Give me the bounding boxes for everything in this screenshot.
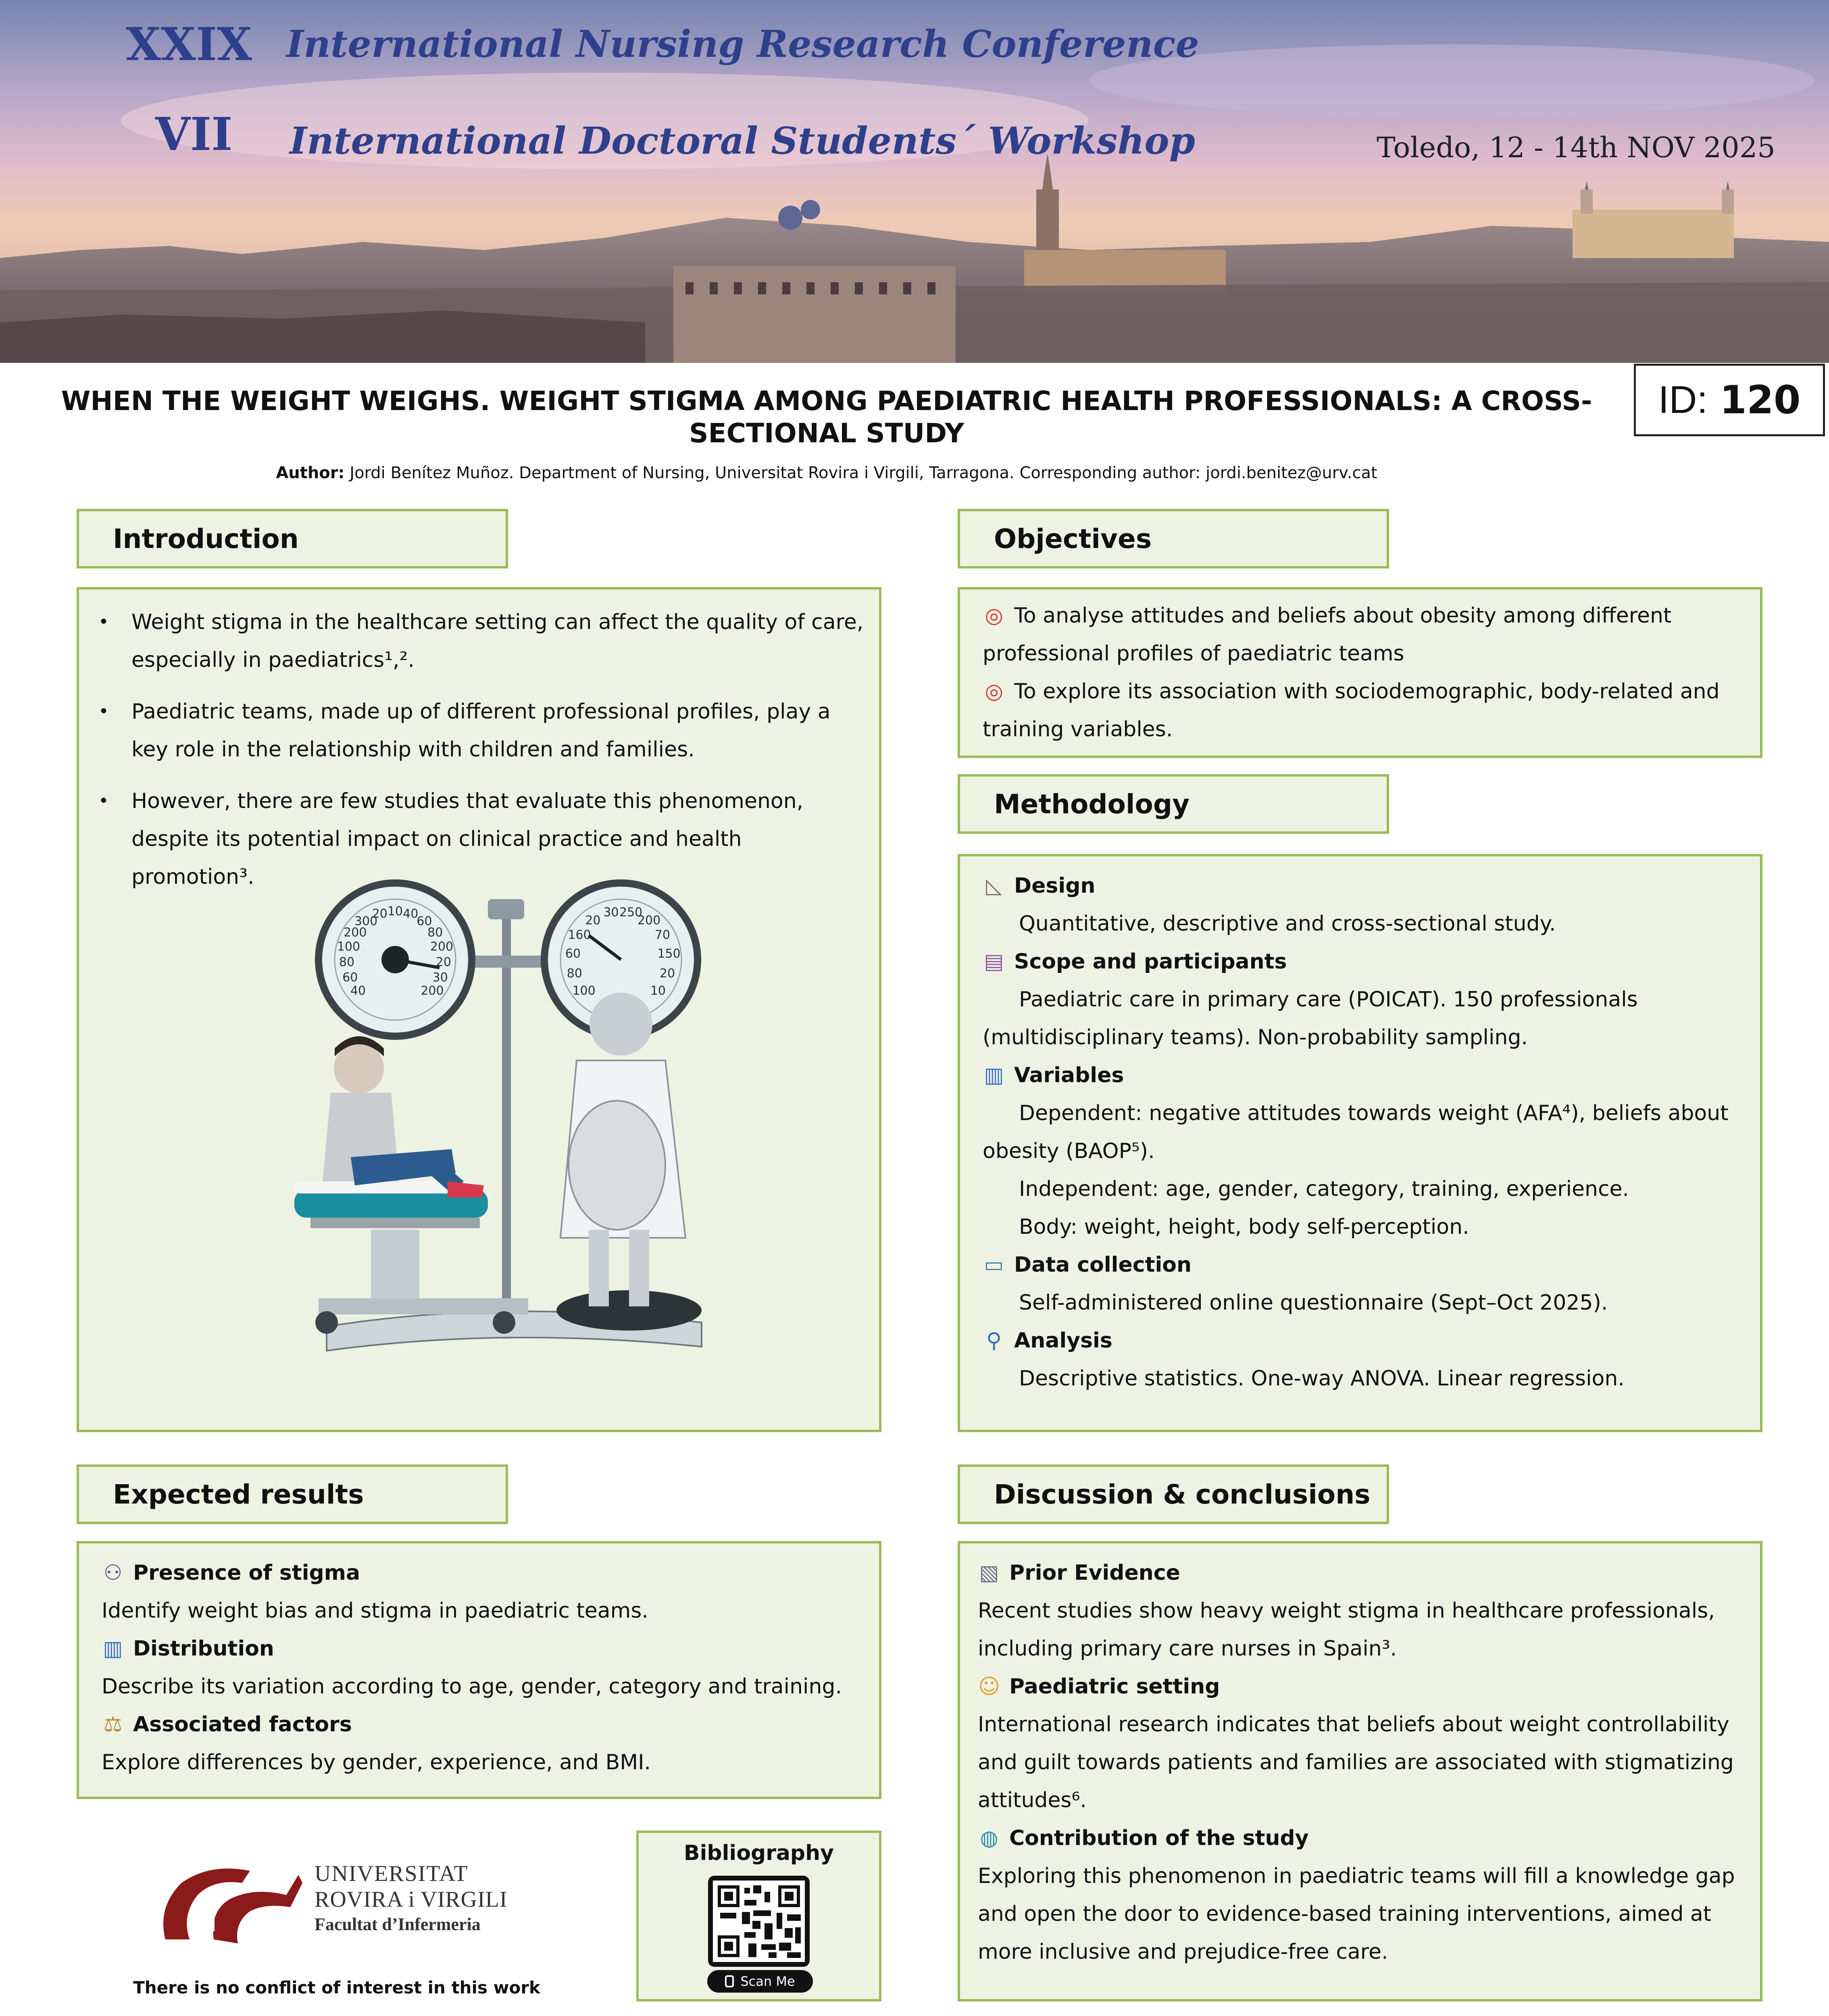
child-icon: ☺ bbox=[978, 1674, 1000, 1699]
right-dial-tick-label: 80 bbox=[567, 966, 582, 981]
phone-icon bbox=[725, 1975, 734, 1987]
variables-body: Body: weight, height, body self-perception. bbox=[1019, 1215, 1469, 1239]
poster-title: WHEN THE WEIGHT WEIGHS. WEIGHT STIGMA AMONG PAEDIATRIC HEALTH PROFESSIONALS: A CROSS-SECTIONAL STUDY bbox=[61, 385, 1592, 449]
university-logo-text bbox=[315, 1861, 508, 1935]
left-dial-tick-label: 100 bbox=[337, 939, 360, 954]
author-label: Author: bbox=[276, 464, 345, 482]
distribution-text: Describe its variation according to age, gender, category and training. bbox=[102, 1674, 842, 1699]
target-icon: ◎ bbox=[985, 679, 1003, 704]
left-dial-tick-label: 300 bbox=[354, 914, 378, 929]
workshop-name: International Doctoral Students´ Workshop bbox=[290, 119, 1195, 162]
left-dial-tick-label: 200 bbox=[430, 939, 454, 954]
design-title: ◺ Design bbox=[983, 867, 1744, 905]
conference-date-location: Toledo, 12 - 14th NOV 2025 bbox=[1377, 131, 1775, 164]
distribution-title: ▥ Distribution bbox=[102, 1630, 863, 1668]
conference-banner bbox=[0, 0, 1829, 363]
left-dial-tick-label: 40 bbox=[350, 984, 366, 998]
conference-name: International Nursing Research Conference bbox=[286, 22, 1200, 66]
expected-results-heading-text: Expected results bbox=[113, 1479, 364, 1510]
scan-me-badge bbox=[707, 1970, 813, 1993]
prior-evidence-title: ▧ Prior Evidence bbox=[978, 1554, 1744, 1592]
left-dial-tick-label: 60 bbox=[417, 914, 432, 929]
university-logo-mark bbox=[153, 1859, 306, 1951]
logo-line-3: Facultat d’Infermeria bbox=[315, 1914, 481, 1934]
left-dial-tick-label: 80 bbox=[427, 925, 443, 940]
bar-chart-icon: ▥ bbox=[984, 1063, 1004, 1087]
bar-chart-icon: ▥ bbox=[103, 1637, 123, 1661]
examination-stretcher bbox=[294, 1181, 528, 1334]
design-text: Quantitative, descriptive and cross-sectional study. bbox=[1019, 912, 1556, 936]
right-dial-tick-label: 200 bbox=[637, 913, 661, 928]
left-dial-tick-label: 30 bbox=[432, 970, 448, 985]
right-dial-tick-label: 70 bbox=[654, 928, 671, 942]
paediatric-setting-title: ☺ Paediatric setting bbox=[978, 1668, 1744, 1706]
left-dial-tick-label: 60 bbox=[342, 970, 358, 985]
data-collection-title: ▭ Data collection bbox=[983, 1246, 1744, 1284]
bibliography-qr-code[interactable] bbox=[708, 1876, 810, 1967]
laptop-icon: ▭ bbox=[984, 1253, 1004, 1277]
left-dial-tick-label: 40 bbox=[403, 907, 419, 921]
scan-me-label: Scan Me bbox=[740, 1974, 795, 1989]
discussion-heading bbox=[958, 1464, 1389, 1524]
right-dial-tick-label: 160 bbox=[568, 928, 591, 942]
scope-title: ▤ Scope and participants bbox=[983, 943, 1744, 981]
author-line bbox=[0, 464, 1653, 482]
document-icon: ▧ bbox=[979, 1561, 999, 1585]
discussion-panel bbox=[958, 1541, 1762, 2001]
right-dial-tick-label: 150 bbox=[657, 946, 681, 961]
associated-factors-title: ⚖ Associated factors bbox=[102, 1706, 863, 1743]
variables-dependent: Dependent: negative attitudes towards weight (AFA⁴), beliefs about obesity (BAOP⁵). bbox=[983, 1101, 1729, 1163]
methodology-panel bbox=[958, 854, 1762, 1432]
introduction-bullet: • However, there are few studies that evaluate this phenomenon, despite its potential impact on clinical practice and health promotion³. bbox=[79, 782, 867, 896]
bibliography-heading: Bibliography bbox=[683, 1841, 834, 1865]
prior-evidence-text: Recent studies show heavy weight stigma in healthcare professionals, including primary care nurses in Spain³. bbox=[978, 1599, 1715, 1661]
discussion-heading-text: Discussion & conclusions bbox=[994, 1479, 1371, 1510]
left-dial-tick-label: 20 bbox=[372, 907, 387, 921]
left-dial-tick-label: 80 bbox=[339, 955, 355, 969]
target-icon: ◎ bbox=[985, 604, 1003, 628]
variables-independent: Independent: age, gender, category, training, experience. bbox=[1019, 1177, 1629, 1201]
objective-item: ◎ To analyse attitudes and beliefs about obesity among different professional profiles of paediatric teams bbox=[983, 597, 1744, 673]
paediatric-setting-text: International research indicates that beliefs about weight controllability and guilt towards patients and families are associated with stigmatizing attitudes⁶. bbox=[978, 1712, 1734, 1812]
introduction-bullet: • Paediatric teams, made up of different professional profiles, play a key role in the relationship with children and families. bbox=[79, 693, 867, 768]
conference-edition-numeral: XXIX bbox=[126, 18, 252, 71]
worried-patient-figure bbox=[323, 1036, 484, 1198]
expected-results-panel bbox=[77, 1541, 881, 1799]
data-collection-text: Self-administered online questionnaire (Sept–Oct 2025). bbox=[1019, 1291, 1608, 1315]
introduction-list bbox=[79, 589, 879, 896]
balance-scale-icon: ⚖ bbox=[103, 1712, 123, 1737]
left-dial-tick-label: 200 bbox=[421, 984, 444, 998]
poster-id-box bbox=[1634, 364, 1825, 436]
presence-of-stigma-title: ⚇ Presence of stigma bbox=[102, 1554, 863, 1592]
introduction-heading-text: Introduction bbox=[113, 523, 299, 554]
right-dial-tick-label: 250 bbox=[619, 905, 643, 920]
workshop-edition-numeral: VII bbox=[155, 108, 233, 161]
left-dial-tick-label: 200 bbox=[344, 925, 367, 940]
left-dial-tick-label: 20 bbox=[435, 955, 451, 969]
weight-stigma-illustration bbox=[278, 875, 730, 1399]
objectives-heading bbox=[958, 509, 1389, 569]
magnifier-icon: ⚲ bbox=[986, 1329, 1002, 1353]
analysis-text: Descriptive statistics. One-way ANOVA. Linear regression. bbox=[1019, 1366, 1625, 1391]
analysis-title: ⚲ Analysis bbox=[983, 1322, 1744, 1360]
poster-id-value: 120 bbox=[1720, 377, 1801, 423]
bibliography-panel bbox=[636, 1831, 881, 2001]
presence-of-stigma-text: Identify weight bias and stigma in paediatric teams. bbox=[102, 1599, 648, 1623]
associated-factors-text: Explore differences by gender, experience, and BMI. bbox=[102, 1750, 651, 1774]
methodology-heading-text: Methodology bbox=[994, 788, 1190, 820]
right-dial-tick-label: 20 bbox=[585, 913, 601, 928]
right-dial-tick-label: 100 bbox=[572, 984, 596, 998]
variables-title: ▥ Variables bbox=[983, 1056, 1744, 1094]
right-dial-tick-label: 10 bbox=[650, 984, 666, 998]
logo-line-1: UNIVERSITAT bbox=[315, 1861, 469, 1886]
contribution-title: ◍ Contribution of the study bbox=[978, 1819, 1744, 1857]
right-dial-tick-label: 20 bbox=[660, 966, 675, 981]
introduction-heading bbox=[77, 509, 508, 569]
objectives-heading-text: Objectives bbox=[994, 523, 1152, 554]
author-text: Jordi Benítez Muñoz. Department of Nursing, Universitat Rovira i Virgili, Tarragona. Corresponding author: jordi.benitez@urv.cat bbox=[350, 464, 1377, 482]
scope-text: Paediatric care in primary care (POICAT). 150 professionals (multidisciplinary teams). Non-probability sampling. bbox=[983, 987, 1638, 1050]
objectives-panel bbox=[958, 587, 1762, 758]
conflict-of-interest-statement: There is no conflict of interest in this work bbox=[133, 1978, 540, 1997]
contribution-text: Exploring this phenomenon in paediatric teams will fill a knowledge gap and open the door to evidence-based training interventions, aimed at more inclusive and prejudice-free care. bbox=[978, 1864, 1735, 1964]
right-dial-tick-label: 60 bbox=[565, 946, 581, 961]
logo-line-2: ROVIRA i VIRGILI bbox=[315, 1887, 508, 1912]
globe-icon: ◍ bbox=[980, 1826, 998, 1850]
right-dial-tick-label: 30 bbox=[603, 905, 619, 920]
left-dial-tick-label: 10 bbox=[387, 904, 403, 918]
objective-item: ◎ To explore its association with sociodemographic, body-related and training variables. bbox=[983, 673, 1744, 748]
triangle-ruler-icon: ◺ bbox=[986, 874, 1002, 898]
doctor-figure bbox=[556, 993, 702, 1331]
people-icon: ⚇ bbox=[103, 1561, 123, 1585]
expected-results-heading bbox=[77, 1464, 508, 1524]
introduction-bullet: • Weight stigma in the healthcare setting can affect the quality of care, especially in paediatrics¹,². bbox=[79, 603, 867, 679]
poster-id-label: ID: bbox=[1658, 378, 1708, 421]
methodology-heading bbox=[958, 774, 1389, 834]
clipboard-icon: ▤ bbox=[984, 950, 1004, 974]
